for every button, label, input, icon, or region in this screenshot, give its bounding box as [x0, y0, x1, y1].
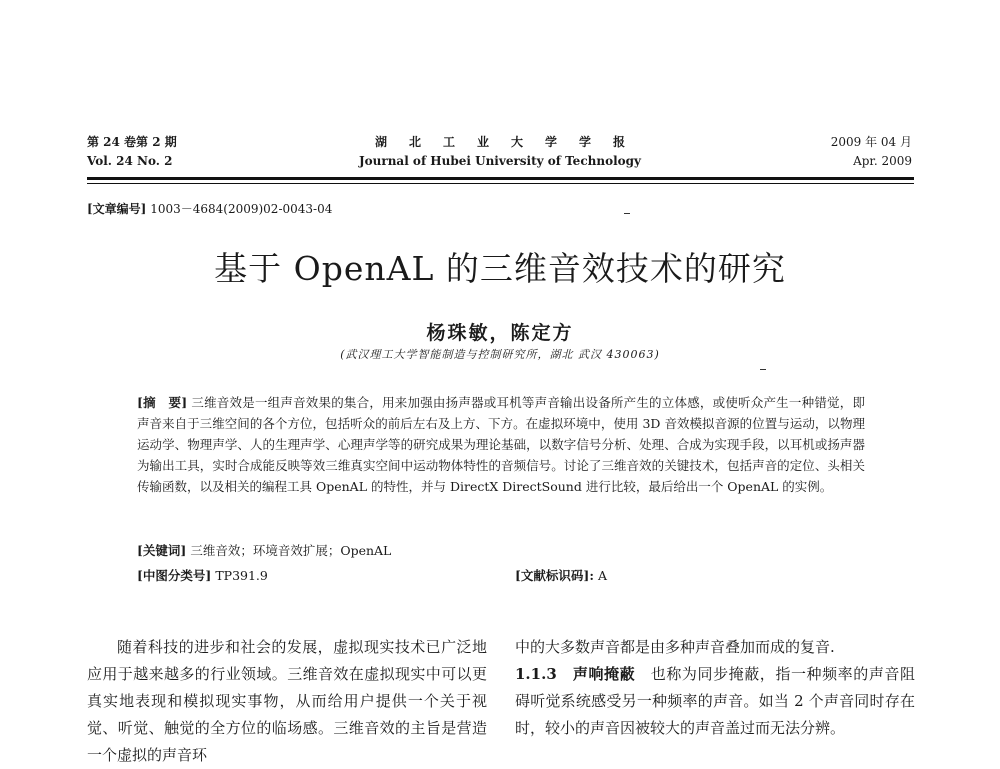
classification-number [137, 566, 268, 584]
article-number-label: [文章编号] [87, 202, 147, 216]
introduction-paragraph: 随着科技的进步和社会的发展，虚拟现实技术已广泛地应用于越来越多的行业领域。三维音效在虚拟现实中可以更真实地表现和模拟现实事物，从而给用户提供一个关于视觉、听觉、触觉的全方位的临场感。三维音效的主旨是营造一个虚拟的声音环 [87, 638, 487, 764]
scan-speck [624, 213, 630, 214]
section-text: 也称为同步掩蔽，指一种频率的声音阻碍听觉系统感受另一种频率的声音。如当 2 个声音同时存在时，较小的声音因被较大的声音盖过而无法分辨。 [515, 665, 915, 737]
publication-date-en: Apr. 2009 [853, 154, 912, 168]
publication-date-cn: 2009 年 04 月 [830, 135, 912, 149]
volume-issue-cn: 第 24 卷第 2 期 [87, 135, 177, 149]
journal-name-header [330, 133, 670, 171]
document-code-value: A [597, 568, 607, 583]
body-left-column [87, 634, 487, 769]
abstract-label: [摘 要] [137, 395, 188, 410]
classification-value: TP391.9 [215, 568, 268, 583]
paper-title: 基于 OpenAL 的三维音效技术的研究 [214, 249, 786, 288]
section-heading: 1.1.3 声响掩蔽 [515, 665, 636, 683]
body-right-column [515, 634, 915, 742]
journal-name-en: Journal of Hubei University of Technology [358, 154, 642, 168]
author-affiliation: (武汉理工大学智能制造与控制研究所，湖北 武汉 430063) [340, 348, 660, 361]
journal-volume-header [87, 133, 177, 171]
volume-issue-en: Vol. 24 No. 2 [87, 154, 173, 168]
header-rule-thin [87, 183, 914, 184]
abstract [137, 392, 865, 497]
article-number [87, 200, 332, 217]
classification-label: [中图分类号] [137, 568, 212, 583]
journal-name-cn: 湖北工业大学学报 [374, 135, 647, 149]
scan-speck [760, 369, 766, 370]
journal-date-header [831, 133, 912, 171]
keywords-value: 三维音效；环境音效扩展；OpenAL [190, 543, 392, 558]
paper-authors: 杨珠敏，陈定方 [426, 322, 574, 344]
keywords [137, 541, 391, 559]
keywords-label: [关键词] [137, 543, 187, 558]
section-paragraph [515, 661, 915, 742]
document-code-label: [文献标识码]: [515, 568, 594, 583]
abstract-text: 三维音效是一组声音效果的集合，用来加强由扬声器或耳机等声音输出设备所产生的立体感，或使听众产生一种错觉，即声音来自于三维空间的各个方位，包括听众的前后左右及上方、下方。在虚拟环境中，使用 3D 音效模拟音源的位置与运动，以物理运动学、物理声学、人的生理声学、心理声学等的研究成果为理论基础，以数字信号分析、处理、合成为实现手段，以耳机或扬声器为输出工具，实时合成能反映等效三维真实空间中运动物体特性的音频信号。讨论了三维音效的关键技术，包括声音的定位、头相关传输函数，以及相关的编程工具 OpenAL 的特性，并与 DirectX DirectSound 进行比较，最后给出一个 OpenAL 的实例。 [137, 395, 865, 494]
header-rule-thick [87, 177, 914, 180]
article-number-value: 1003－4684(2009)02-0043-04 [150, 202, 333, 216]
body-paragraph: 中的大多数声音都是由多种声音叠加而成的复音. [515, 638, 835, 656]
document-code [515, 566, 607, 584]
